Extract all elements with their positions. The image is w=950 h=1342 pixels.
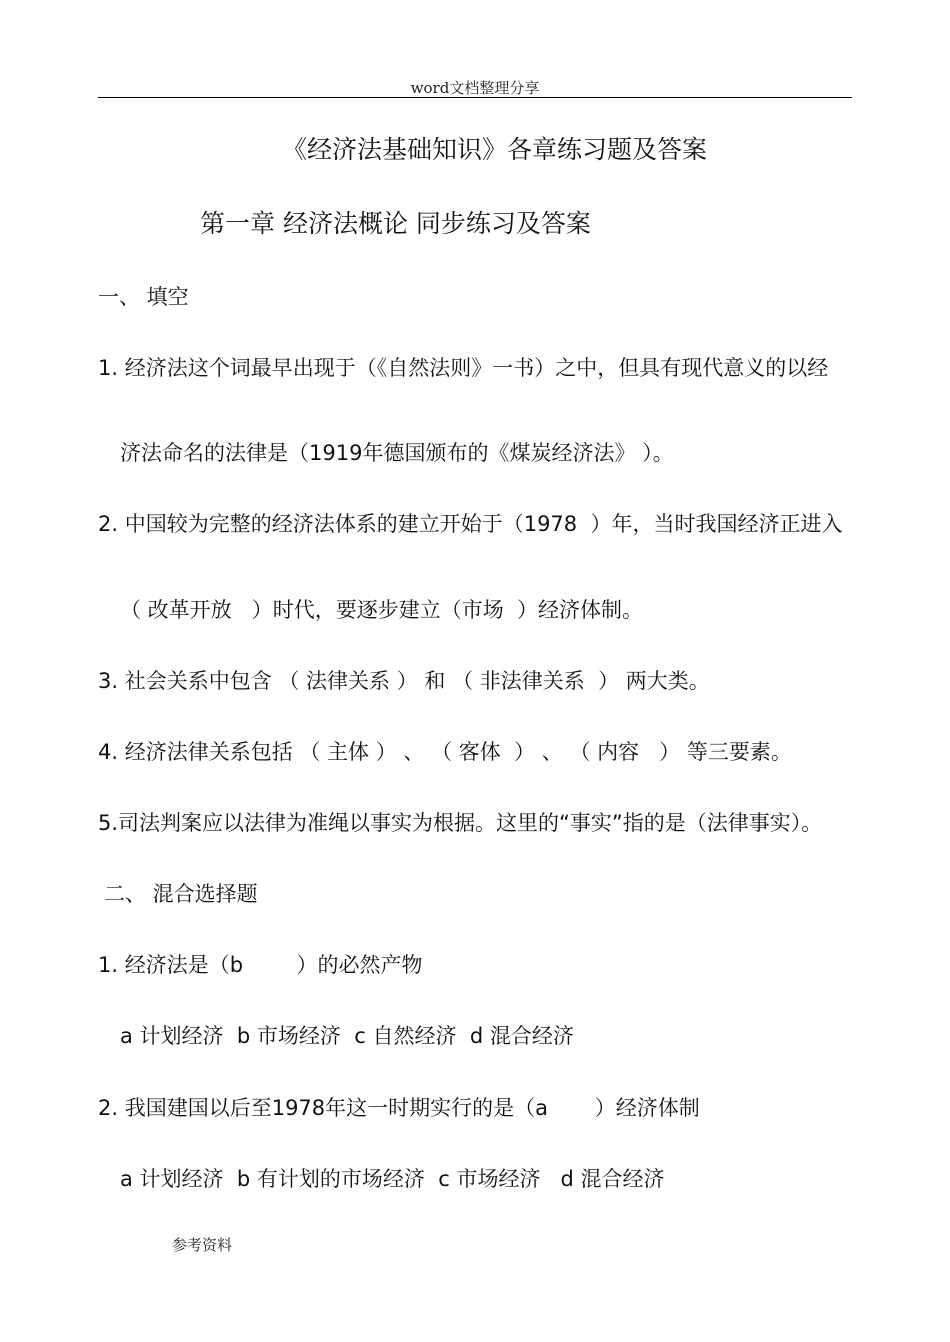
- question-2-line-2: （ 改革开放 ）时代，要逐步建立（市场 ）经济体制。: [120, 598, 644, 622]
- document-title: 《经济法基础知识》各章练习题及答案: [282, 135, 708, 164]
- question-2-line-1: 2. 中国较为完整的经济法体系的建立开始于（1978 ）年，当时我国经济正进入: [98, 512, 843, 536]
- choice-question-2-options: a 计划经济 b 有计划的市场经济 c 市场经济 d 混合经济: [120, 1167, 665, 1191]
- choice-question-1-options: a 计划经济 b 市场经济 c 自然经济 d 混合经济: [120, 1024, 574, 1048]
- choice-question-2: 2. 我国建国以后至1978年这一时期实行的是（a ）经济体制: [98, 1096, 700, 1120]
- header-divider: [98, 97, 852, 98]
- question-1-line-2: 济法命名的法律是（1919年德国颁布的《煤炭经济法》 ）。: [120, 441, 674, 465]
- choice-question-1: 1. 经济法是（b ）的必然产物: [98, 953, 423, 977]
- chapter-title: 第一章 经济法概论 同步练习及答案: [200, 209, 591, 238]
- section-heading-fill-in: 一、 填空: [98, 285, 189, 309]
- question-5: 5.司法判案应以法律为准绳以事实为根据。这里的“事实”指的是（法律事实）。: [98, 811, 823, 835]
- question-3: 3. 社会关系中包含 （ 法律关系 ） 和 （ 非法律关系 ） 两大类。: [98, 669, 710, 693]
- question-4: 4. 经济法律关系包括 （ 主体 ） 、 （ 客体 ） 、 （ 内容 ） 等三要素。: [98, 740, 792, 764]
- question-1-line-1: 1. 经济法这个词最早出现于（《自然法则》一书）之中，但具有现代意义的以经: [98, 356, 829, 380]
- page-header: word文档整理分享: [410, 79, 540, 97]
- page-footer: 参考资料: [172, 1236, 233, 1254]
- section-heading-multiple-choice: 二、 混合选择题: [104, 882, 258, 906]
